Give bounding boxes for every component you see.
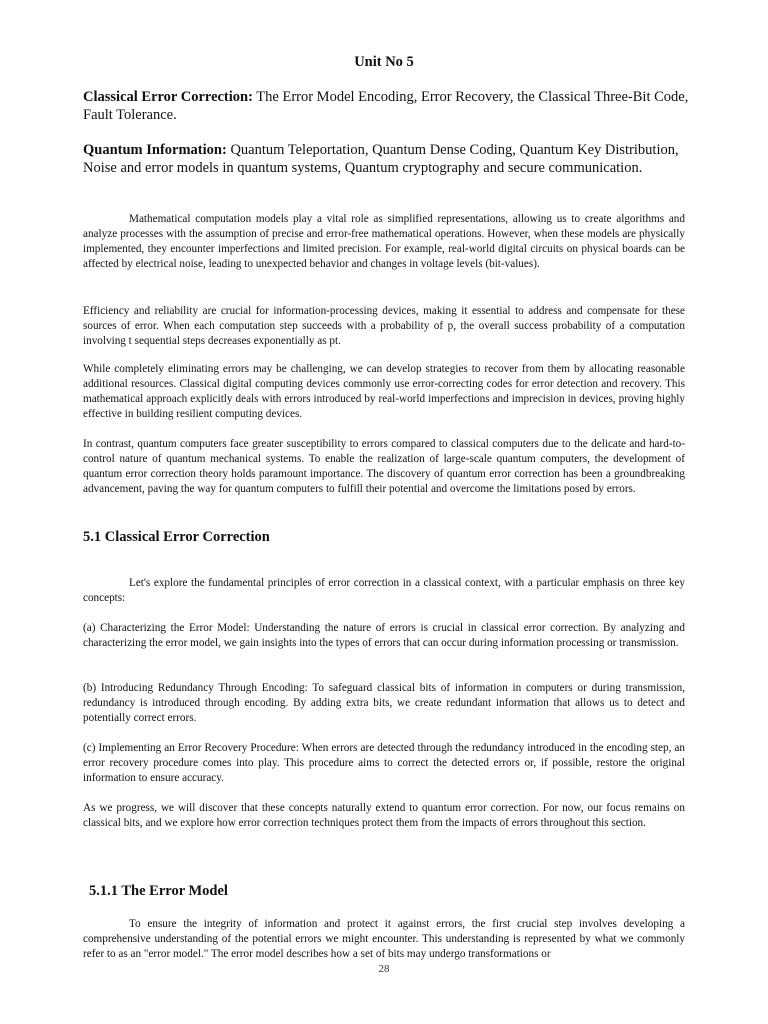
intro-paragraph: Efficiency and reliability are crucial for information-processing devices, making it essential to address and compensate for these sources of error. When each computation step succeeds with a probability of p, the overall success probability of a computation involving t sequential steps decreases exponentially as pt. (83, 305, 685, 347)
section-paragraph: As we progress, we will discover that these concepts naturally extend to quantum error correction. For now, our focus remains on classical bits, and we explore how error correction techniques protect them from the impacts of errors throughout this section. (83, 802, 685, 829)
section-paragraph: Let's explore the fundamental principles of error correction in a classical context, with a particular emphasis on three key concepts: (83, 577, 685, 604)
section-paragraph: (a) Characterizing the Error Model: Understanding the nature of errors is crucial in classical error correction. By analyzing and characterizing the error model, we gain insights into the types of errors that can occur during information processing or transmission. (83, 622, 685, 649)
unit-title: Unit No 5 (354, 54, 414, 70)
intro-paragraph: Mathematical computation models play a vital role as simplified representations, allowing us to create algorithms and analyze processes with the assumption of precise and error-free mathematical operations. However, when these models are physically implemented, they encounter imperfections and limited precision. For example, real-world digital circuits on physical boards can be affected by electrical noise, leading to unexpected behavior and changes in voltage levels (bit-values). (83, 213, 685, 270)
section-heading-5-1: 5.1 Classical Error Correction (83, 529, 270, 545)
section-paragraph: To ensure the integrity of information and protect it against errors, the first crucial step involves developing a comprehensive understanding of the potential errors we might encounter. This understanding is represented by what we commonly refer to as an "error model." The error model describes how a set of bits may undergo transformations or (83, 918, 685, 960)
topic-text: Quantum Teleportation, Quantum Dense Coding, Quantum Key Distribution, Noise and error models in quantum systems, Quantum cryptography and secure communication. (83, 142, 679, 176)
topic-text: The Error Model Encoding, Error Recovery, the Classical Three-Bit Code, Fault Tolerance. (83, 89, 689, 123)
section-paragraph: (c) Implementing an Error Recovery Procedure: When errors are detected through the redundancy introduced in the encoding step, an error recovery procedure comes into play. This procedure aims to correct the detected errors or, if possible, restore the original information to ensure accuracy. (83, 742, 685, 784)
page-number: 28 (378, 963, 390, 975)
topic-quantum-information (83, 141, 693, 177)
topic-label: Quantum Information: (83, 142, 227, 158)
intro-paragraph: In contrast, quantum computers face greater susceptibility to errors compared to classical computers due to the delicate and hard-to-control nature of quantum mechanical systems. To enable the realization of large-scale quantum computers, the development of quantum error correction theory holds paramount importance. The discovery of quantum error correction has been a groundbreaking advancement, paving the way for quantum computers to fulfill their potential and overcome the limitations posed by errors. (83, 438, 685, 495)
topic-classical-error-correction (83, 88, 693, 124)
section-heading-5-1-1: 5.1.1 The Error Model (89, 883, 228, 899)
intro-paragraph: While completely eliminating errors may be challenging, we can develop strategies to recover from them by allocating reasonable additional resources. Classical digital computing devices commonly use error-correcting codes for error detection and recovery. This mathematical approach explicitly deals with errors introduced by real-world imperfections and imprecision in devices, proving highly effective in building resilient computing devices. (83, 363, 685, 420)
topic-label: Classical Error Correction: (83, 89, 253, 105)
section-paragraph: (b) Introducing Redundancy Through Encoding: To safeguard classical bits of information in computers or during transmission, redundancy is introduced through encoding. By adding extra bits, we create redundant information that allows us to detect and potentially correct errors. (83, 682, 685, 724)
